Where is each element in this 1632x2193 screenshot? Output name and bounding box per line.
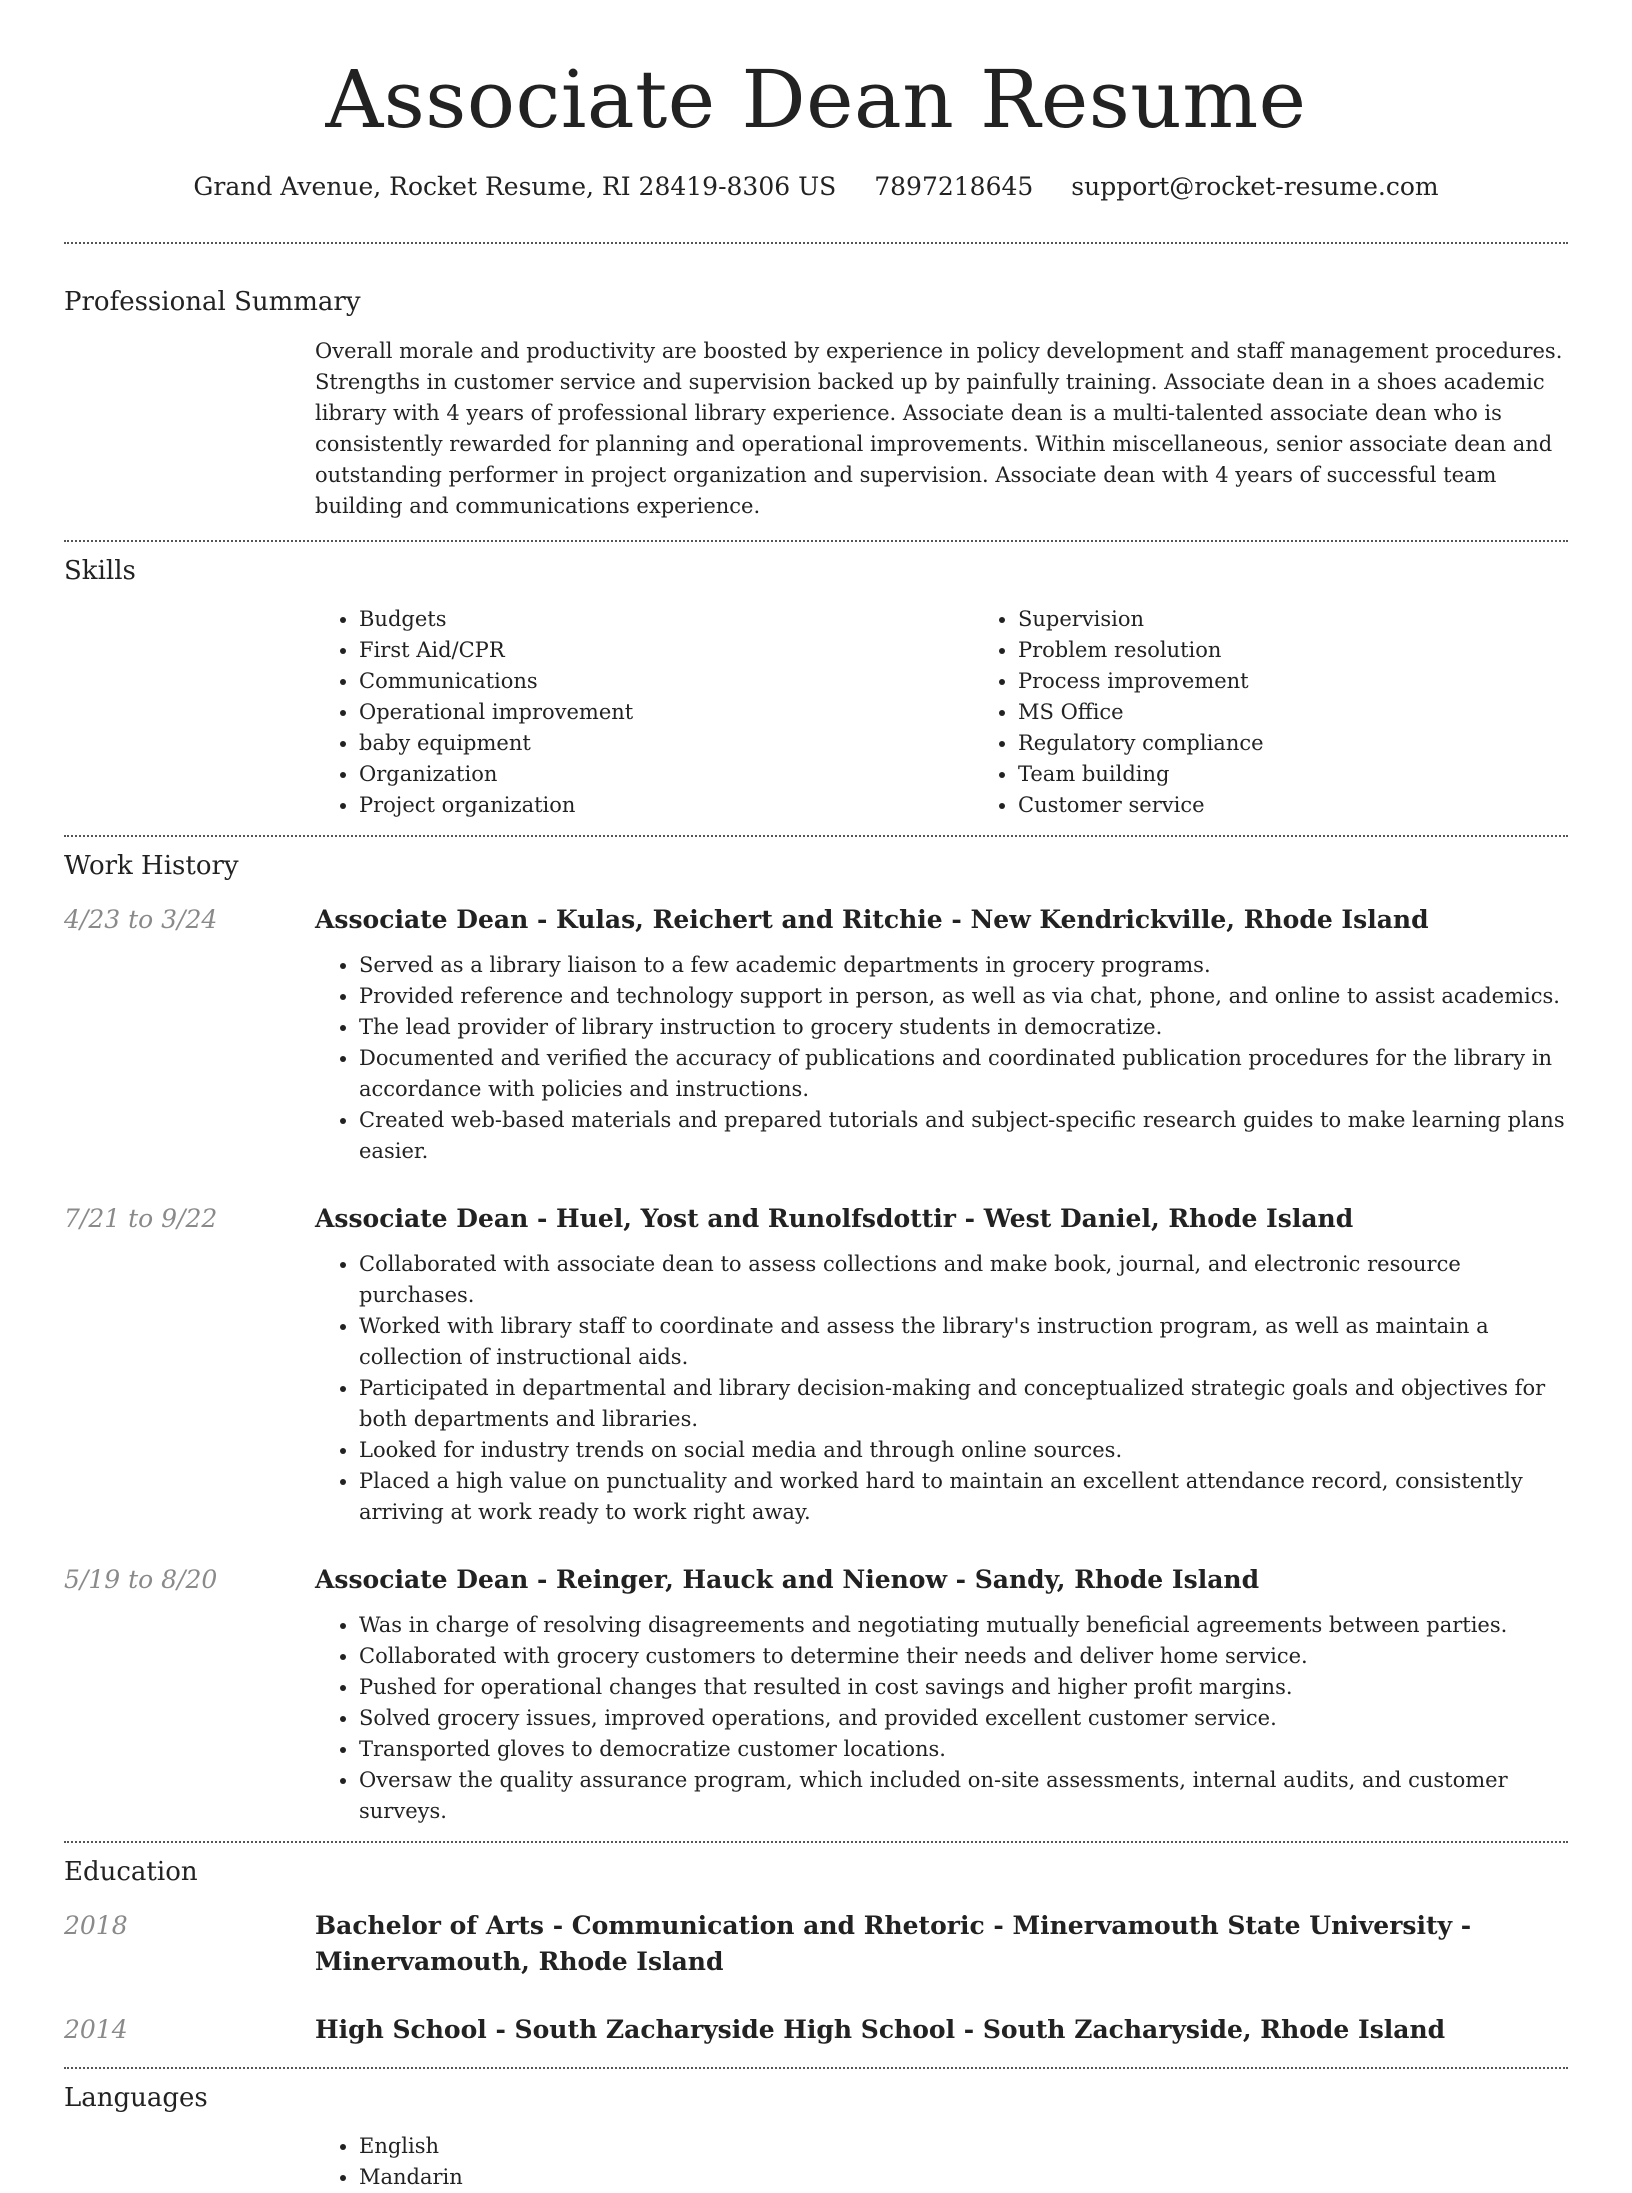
divider <box>64 2067 1568 2069</box>
job-bullet: • Oversaw the quality assurance program, which included on-site assessments, internal audits, and customer surveys. <box>359 1765 1568 1827</box>
job-body <box>315 1201 1568 1528</box>
skills-heading: Skills <box>64 556 136 586</box>
languages-content <box>315 2131 1568 2193</box>
job-bullet: • Created web-based materials and prepared tutorials and subject-specific research guides to make learning plans easier. <box>359 1105 1568 1167</box>
summary-content <box>315 336 1568 522</box>
job-bullet: • Participated in departmental and library decision-making and conceptualized strategic goals and objectives for both departments and libraries. <box>359 1373 1568 1435</box>
divider <box>64 835 1568 837</box>
education-year: 2014 <box>64 2015 128 2044</box>
job-title: Associate Dean - Reinger, Hauck and Nienow - Sandy, Rhode Island <box>315 1565 1260 1594</box>
job-bullet: • Pushed for operational changes that resulted in cost savings and higher profit margins. <box>359 1672 1568 1703</box>
languages-section <box>64 2081 1568 2193</box>
job-bullet: • The lead provider of library instruction to grocery students in democratize. <box>359 1012 1568 1043</box>
work-section <box>64 849 1568 1827</box>
job-bullets <box>315 1249 1568 1528</box>
skill-item: • Operational improvement <box>359 697 974 728</box>
language-item: • Mandarin <box>359 2162 1568 2193</box>
skills-columns <box>315 604 1568 821</box>
job-dates: 4/23 to 3/24 <box>64 905 218 934</box>
skill-item: • Regulatory compliance <box>1018 728 1632 759</box>
job-entry <box>64 1201 1568 1528</box>
education-body <box>315 1908 1568 1980</box>
contact-line <box>64 170 1568 204</box>
skill-item: • Communications <box>359 666 974 697</box>
job-title: Associate Dean - Kulas, Reichert and Ritchie - New Kendrickville, Rhode Island <box>315 905 1429 934</box>
skill-item: • Team building <box>1018 759 1632 790</box>
skill-item: • baby equipment <box>359 728 974 759</box>
job-bullet: • Placed a high value on punctuality and worked hard to maintain an excellent attendance record, consistently arriving at work ready to work right away. <box>359 1466 1568 1528</box>
job-bullet: • Looked for industry trends on social media and through online sources. <box>359 1435 1568 1466</box>
summary-section <box>64 285 1568 522</box>
skills-left-list <box>315 604 974 821</box>
job-entry <box>64 1562 1568 1827</box>
job-bullet: • Collaborated with grocery customers to determine their needs and deliver home service. <box>359 1641 1568 1672</box>
divider <box>64 540 1568 542</box>
contact-phone: 7897218645 <box>874 172 1034 201</box>
contact-address: Grand Avenue, Rocket Resume, RI 28419-8306 US <box>193 172 837 201</box>
language-item: • English <box>359 2131 1568 2162</box>
education-heading: Education <box>64 1857 198 1887</box>
job-body <box>315 902 1568 1167</box>
skills-right-list <box>974 604 1632 821</box>
languages-heading: Languages <box>64 2083 208 2113</box>
education-title: Bachelor of Arts - Communication and Rhetoric - Minervamouth State University - Minervamouth, Rhode Island <box>315 1911 1472 1976</box>
skill-item: • Customer service <box>1018 790 1632 821</box>
job-bullet: • Documented and verified the accuracy of publications and coordinated publication procedures for the library in accordance with policies and instructions. <box>359 1043 1568 1105</box>
skills-section <box>64 554 1568 821</box>
job-bullet: • Transported gloves to democratize customer locations. <box>359 1734 1568 1765</box>
job-dates: 5/19 to 8/20 <box>64 1565 218 1594</box>
job-bullet: • Served as a library liaison to a few academic departments in grocery programs. <box>359 950 1568 981</box>
skill-item: • Process improvement <box>1018 666 1632 697</box>
work-heading: Work History <box>64 851 239 881</box>
resume-title: Associate Dean Resume <box>325 53 1307 146</box>
skill-item: • Budgets <box>359 604 974 635</box>
job-bullet: • Solved grocery issues, improved operations, and provided excellent customer service. <box>359 1703 1568 1734</box>
job-bullet: • Collaborated with associate dean to assess collections and make book, journal, and electronic resource purchases. <box>359 1249 1568 1311</box>
education-entry <box>64 1908 1568 1980</box>
job-bullet: • Was in charge of resolving disagreements and negotiating mutually beneficial agreements between parties. <box>359 1610 1568 1641</box>
skill-item: • First Aid/CPR <box>359 635 974 666</box>
skill-item: • MS Office <box>1018 697 1632 728</box>
divider <box>64 1841 1568 1843</box>
job-title: Associate Dean - Huel, Yost and Runolfsdottir - West Daniel, Rhode Island <box>315 1204 1354 1233</box>
education-entry <box>64 2012 1568 2048</box>
job-bullet: • Provided reference and technology support in person, as well as via chat, phone, and online to assist academics. <box>359 981 1568 1012</box>
resume-page <box>64 0 1568 2193</box>
education-section <box>64 1855 1568 2048</box>
skill-item: • Problem resolution <box>1018 635 1632 666</box>
summary-heading: Professional Summary <box>64 287 361 317</box>
skill-item: • Project organization <box>359 790 974 821</box>
languages-list <box>315 2131 1568 2193</box>
job-entry <box>64 902 1568 1167</box>
summary-text: Overall morale and productivity are boosted by experience in policy development and staff management procedures. Strengths in customer service and supervision backed up by painfully training. Associate dean in a shoes academic library with 4 years of professional library experience. Associate dean is a multi-talented associate dean who is consistently rewarded for planning and operational improvements. Within miscellaneous, senior associate dean and outstanding performer in project organization and supervision. Associate dean with 4 years of successful team building and communications experience. <box>315 339 1563 518</box>
skill-item: • Organization <box>359 759 974 790</box>
contact-email: support@rocket-resume.com <box>1071 172 1439 201</box>
divider <box>64 242 1568 244</box>
education-year: 2018 <box>64 1911 128 1940</box>
job-bullets <box>315 1610 1568 1827</box>
job-dates: 7/21 to 9/22 <box>64 1204 218 1233</box>
job-bullet: • Worked with library staff to coordinate and assess the library's instruction program, as well as maintain a collection of instructional aids. <box>359 1311 1568 1373</box>
education-body <box>315 2012 1568 2048</box>
job-bullets <box>315 950 1568 1167</box>
job-body <box>315 1562 1568 1827</box>
education-title: High School - South Zacharyside High School - South Zacharyside, Rhode Island <box>315 2015 1446 2044</box>
skill-item: • Supervision <box>1018 604 1632 635</box>
